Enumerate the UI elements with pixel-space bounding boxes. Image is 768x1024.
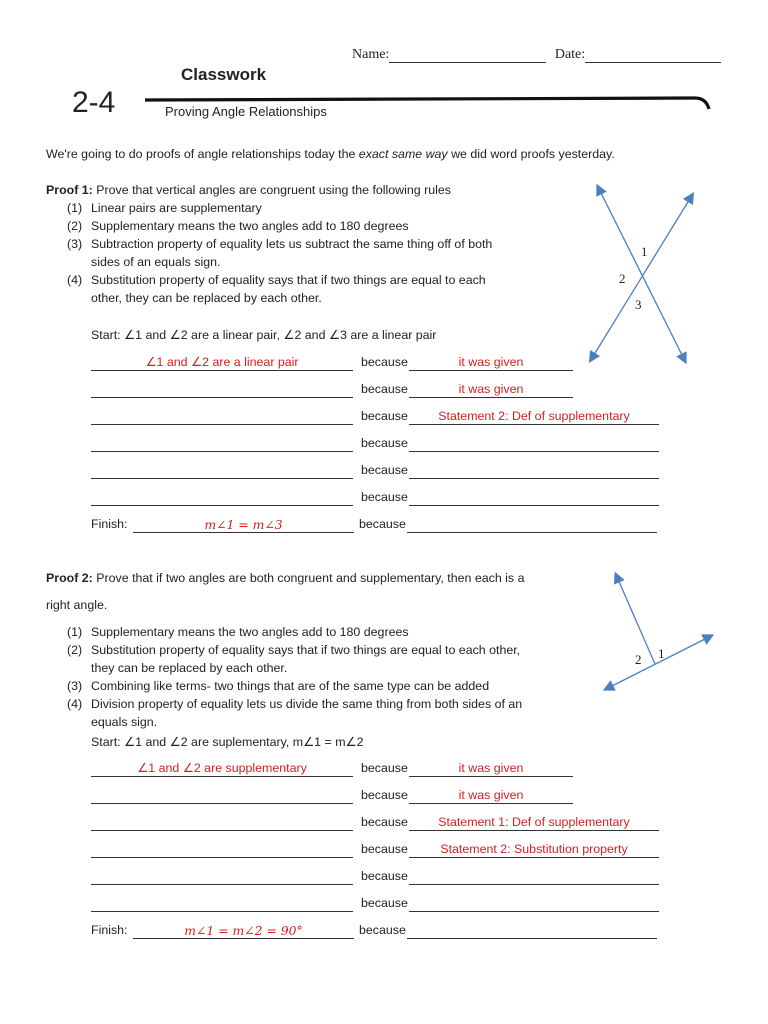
proof2-rule-text: Division property of equality lets us divide the same thing from both sides of an — [91, 697, 523, 711]
proof2-prompt: Proof 2: Prove that if two angles are both congruent and supplementary, then each is a — [46, 571, 525, 585]
proof1-rule-text: Supplementary means the two angles add to 180 degrees — [91, 219, 409, 233]
proof1-title: Proof 1: — [46, 183, 93, 197]
date-blank[interactable] — [585, 48, 721, 63]
proof1-statement-field[interactable] — [91, 436, 353, 452]
proof1-reason-field[interactable] — [409, 463, 659, 479]
proof1-statement-field[interactable]: ∠1 and ∠2 are a linear pair — [91, 355, 353, 371]
proof2-reason-field[interactable]: it was given — [409, 788, 573, 804]
p2-angle-label-1: 1 — [658, 646, 665, 661]
proof2-reason-field[interactable]: Statement 2: Substitution property — [409, 842, 659, 858]
proof2-because-label: because — [361, 815, 408, 829]
name-field[interactable] — [352, 47, 721, 63]
header-rule — [140, 92, 715, 112]
line-b — [592, 197, 691, 358]
proof2-start: Start: ∠1 and ∠2 are suplementary, m∠1 = m∠2 — [91, 735, 364, 749]
proof1-reason-field[interactable]: it was given — [409, 355, 573, 371]
proof2-rule-text: Substitution property of equality says that if two things are equal to each other, — [91, 643, 521, 657]
intro-text: We're going to do proofs of angle relationships today the exact same way we did word proofs yesterday. — [46, 147, 615, 161]
proof1-reason-field[interactable] — [409, 490, 659, 506]
proof2-rule-num: (4) — [67, 697, 83, 711]
proof1-because-label: because — [361, 409, 408, 423]
line-a — [599, 189, 684, 359]
proof1-rule-text: Substitution property of equality says that if two things are equal to each — [91, 273, 486, 287]
proof1-prompt: Proof 1: Prove that vertical angles are congruent using the following rules — [46, 183, 451, 197]
proof2-rule-num: (3) — [67, 679, 83, 693]
proof1-finish-statement[interactable]: m∠1 = m∠3 — [133, 517, 354, 533]
proof2-rule-text: Supplementary means the two angles add to 180 degrees — [91, 625, 409, 639]
proof1-statement-field[interactable] — [91, 463, 353, 479]
proof1-rule-text: other, they can be replaced by each other. — [91, 291, 322, 305]
angle-label-2: 2 — [619, 271, 626, 286]
proof1-finish-reason-field[interactable] — [407, 517, 657, 533]
proof2-because-label: because — [361, 896, 408, 910]
proof2-statement-field[interactable]: ∠1 and ∠2 are supplementary — [91, 761, 353, 777]
lesson-title: Proving Angle Relationships — [165, 104, 327, 119]
ray — [617, 577, 655, 664]
proof2-statement-field[interactable] — [91, 788, 353, 804]
proof2-rule-num: (2) — [67, 643, 83, 657]
lesson-number: 2-4 — [72, 86, 116, 119]
proof1-rule-num: (4) — [67, 273, 83, 287]
vertical-angles-diagram — [578, 182, 698, 367]
proof2-because-label: because — [361, 788, 408, 802]
proof2-rule-text: equals sign. — [91, 715, 158, 729]
proof1-because-label: because — [361, 436, 408, 450]
proof1-rule-num: (1) — [67, 201, 83, 215]
proof1-because-label: because — [359, 517, 406, 531]
proof1-statement-field[interactable] — [91, 409, 353, 425]
proof2-rule-text: Combining like terms- two things that are of the same type can be added — [91, 679, 490, 693]
proof2-prompt-line2: right angle. — [46, 598, 108, 612]
proof2-because-label: because — [361, 869, 408, 883]
name-label: Name: — [352, 47, 390, 62]
proof2-reason-field[interactable]: it was given — [409, 761, 573, 777]
proof1-rule-num: (2) — [67, 219, 83, 233]
angle-label-1: 1 — [641, 244, 648, 259]
proof1-statement-field[interactable] — [91, 382, 353, 398]
classwork-heading: Classwork — [181, 65, 267, 84]
proof2-statement-field[interactable] — [91, 842, 353, 858]
proof2-reason-field[interactable] — [409, 869, 659, 885]
proof1-reason-field[interactable]: it was given — [409, 382, 573, 398]
proof2-because-label: because — [359, 923, 406, 937]
proof1-because-label: because — [361, 463, 408, 477]
proof2-because-label: because — [361, 842, 408, 856]
proof1-statement-field[interactable] — [91, 490, 353, 506]
intro-emphasis: exact same way — [358, 147, 448, 161]
proof2-rule-num: (1) — [67, 625, 83, 639]
proof1-because-label: because — [361, 355, 408, 369]
base-line — [608, 637, 709, 688]
proof2-finish-statement[interactable]: m∠1 = m∠2 = 90° — [133, 923, 354, 939]
proof1-reason-field[interactable] — [409, 436, 659, 452]
proof1-finish-label: Finish: — [91, 517, 128, 531]
proof2-statement-field[interactable] — [91, 815, 353, 831]
proof2-title: Proof 2: — [46, 571, 93, 585]
proof1-rule-num: (3) — [67, 237, 83, 251]
name-blank[interactable] — [389, 48, 546, 63]
proof1-start: Start: ∠1 and ∠2 are a linear pair, ∠2 and ∠3 are a linear pair — [91, 328, 437, 342]
proof1-rule-text: sides of an equals sign. — [91, 255, 221, 269]
proof1-rule-text: Linear pairs are supplementary — [91, 201, 262, 215]
date-label: Date: — [554, 47, 586, 62]
proof2-finish-reason-field[interactable] — [407, 923, 657, 939]
proof2-because-label: because — [361, 761, 408, 775]
proof1-because-label: because — [361, 490, 408, 504]
proof2-rule-text: they can be replaced by each other. — [91, 661, 288, 675]
proof2-statement-field[interactable] — [91, 896, 353, 912]
proof2-finish-label: Finish: — [91, 923, 128, 937]
proof2-reason-field[interactable]: Statement 1: Def of supplementary — [409, 815, 659, 831]
proof2-reason-field[interactable] — [409, 896, 659, 912]
angle-label-3: 3 — [635, 297, 642, 312]
p2-angle-label-2: 2 — [635, 652, 642, 667]
proof1-reason-field[interactable]: Statement 2: Def of supplementary — [409, 409, 659, 425]
proof1-because-label: because — [361, 382, 408, 396]
proof1-rule-text: Subtraction property of equality lets us subtract the same thing off of both — [91, 237, 493, 251]
proof2-statement-field[interactable] — [91, 869, 353, 885]
supplementary-angles-diagram — [600, 570, 715, 695]
